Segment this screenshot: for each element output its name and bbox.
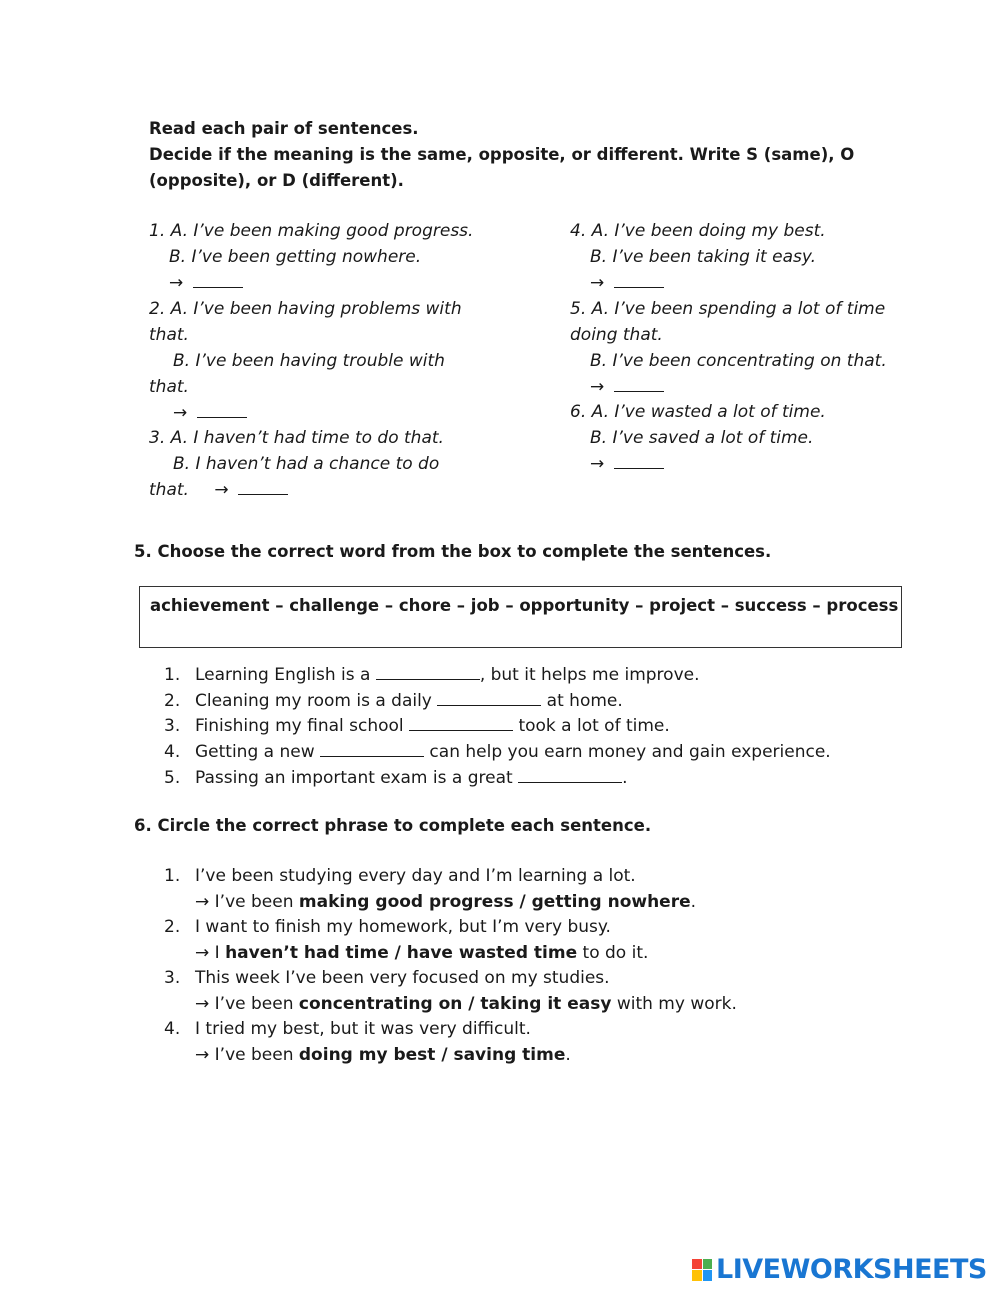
q5-sentence-a-cont: doing that.	[570, 325, 663, 345]
s6-option-3b[interactable]: taking it easy	[480, 994, 612, 1014]
arrow-icon: →	[590, 273, 605, 293]
q1-sentence-b: B. I’ve been getting nowhere.	[169, 247, 422, 267]
q2-sentence-b: B. I’ve been having trouble with	[173, 351, 445, 371]
s6-answer-4: → I’ve been doing my best / saving time.	[195, 1045, 571, 1065]
q6-answer-line	[590, 451, 664, 477]
q3-sentence-b: B. I haven’t had a chance to do	[173, 454, 440, 474]
s5-blank-2[interactable]	[437, 688, 541, 706]
arrow-icon: →	[590, 377, 605, 397]
q3-answer-line	[149, 477, 288, 503]
q6-answer-blank[interactable]	[614, 451, 664, 469]
q6-sentence-b: B. I’ve saved a lot of time.	[590, 428, 814, 448]
s6-option-2b[interactable]: have wasted time	[406, 943, 578, 963]
s6-item-2: 2. I want to finish my homework, but I’m very busy.	[164, 917, 611, 937]
s5-item-3: 3. Finishing my final school took a lot of time.	[164, 713, 670, 736]
s5-item-5: 5. Passing an important exam is a great .	[164, 765, 627, 788]
logo-text: LIVEWORKSHEETS	[716, 1254, 987, 1285]
q2-sentence-a-cont: that.	[149, 325, 189, 345]
s5-item-2: 2. Cleaning my room is a daily at home.	[164, 688, 623, 711]
q2-sentence-b-cont: that.	[149, 377, 189, 397]
s6-item-3: 3. This week I’ve been very focused on my studies.	[164, 968, 610, 988]
arrow-icon: →	[214, 480, 229, 500]
s5-blank-5[interactable]	[518, 765, 622, 783]
q6-sentence-a: 6. A. I’ve wasted a lot of time.	[570, 402, 826, 422]
q1-answer-blank[interactable]	[193, 270, 243, 288]
word-box	[139, 586, 902, 648]
s6-item-4: 4. I tried my best, but it was very difficult.	[164, 1019, 531, 1039]
liveworksheets-logo	[692, 1254, 987, 1285]
q1-answer-line	[169, 270, 243, 296]
s5-item-1: 1. Learning English is a , but it helps me improve.	[164, 662, 700, 685]
section6-title: 6. Circle the correct phrase to complete each sentence.	[134, 816, 652, 835]
q5-sentence-a: 5. A. I’ve been spending a lot of time	[570, 299, 886, 319]
s6-item-1: 1. I’ve been studying every day and I’m learning a lot.	[164, 866, 636, 886]
s6-answer-3: → I’ve been concentrating on / taking it easy with my work.	[195, 994, 737, 1014]
s6-option-1a[interactable]: making good progress	[298, 892, 514, 912]
section4-instruction-1: Read each pair of sentences.	[149, 119, 419, 138]
q3-answer-blank[interactable]	[238, 477, 288, 495]
q2-answer-line	[173, 400, 247, 426]
liveworksheets-logo-icon	[692, 1259, 712, 1281]
q2-answer-blank[interactable]	[197, 400, 247, 418]
section4-instruction-3: (opposite), or D (different).	[149, 171, 404, 190]
section5-title: 5. Choose the correct word from the box to complete the sentences.	[134, 542, 772, 561]
arrow-icon: →	[173, 403, 188, 423]
q2-sentence-a: 2. A. I’ve been having problems with	[149, 299, 462, 319]
q4-sentence-b: B. I’ve been taking it easy.	[590, 247, 816, 267]
section4-instruction-2: Decide if the meaning is the same, opposite, or different. Write S (same), O	[149, 145, 855, 164]
q5-answer-blank[interactable]	[614, 374, 664, 392]
s6-option-1b[interactable]: getting nowhere	[531, 892, 691, 912]
arrow-icon: →	[169, 273, 184, 293]
s5-blank-3[interactable]	[409, 713, 513, 731]
s6-option-4a[interactable]: doing my best	[298, 1045, 436, 1065]
q3-sentence-b-cont: that.	[149, 480, 189, 500]
arrow-icon: →	[590, 454, 605, 474]
s5-item-4: 4. Getting a new can help you earn money and gain experience.	[164, 739, 831, 762]
q3-sentence-a: 3. A. I haven’t had time to do that.	[149, 428, 444, 448]
s5-blank-1[interactable]	[376, 662, 480, 680]
q5-answer-line	[590, 374, 664, 400]
s6-option-4b[interactable]: saving time	[453, 1045, 566, 1065]
q4-answer-line	[590, 270, 664, 296]
word-box-list: achievement – challenge – chore – job – opportunity – project – success – process	[150, 596, 899, 615]
q4-answer-blank[interactable]	[614, 270, 664, 288]
q1-sentence-a: 1. A. I’ve been making good progress.	[149, 221, 474, 241]
q4-sentence-a: 4. A. I’ve been doing my best.	[570, 221, 826, 241]
s6-option-3a[interactable]: concentrating on	[298, 994, 463, 1014]
s6-answer-2: → I haven’t had time / have wasted time to do it.	[195, 943, 649, 963]
s6-answer-1: → I’ve been making good progress / getting nowhere.	[195, 892, 697, 912]
s5-blank-4[interactable]	[320, 739, 424, 757]
s6-option-2a[interactable]: haven’t had time	[225, 943, 389, 963]
q5-sentence-b: B. I’ve been concentrating on that.	[590, 351, 887, 371]
